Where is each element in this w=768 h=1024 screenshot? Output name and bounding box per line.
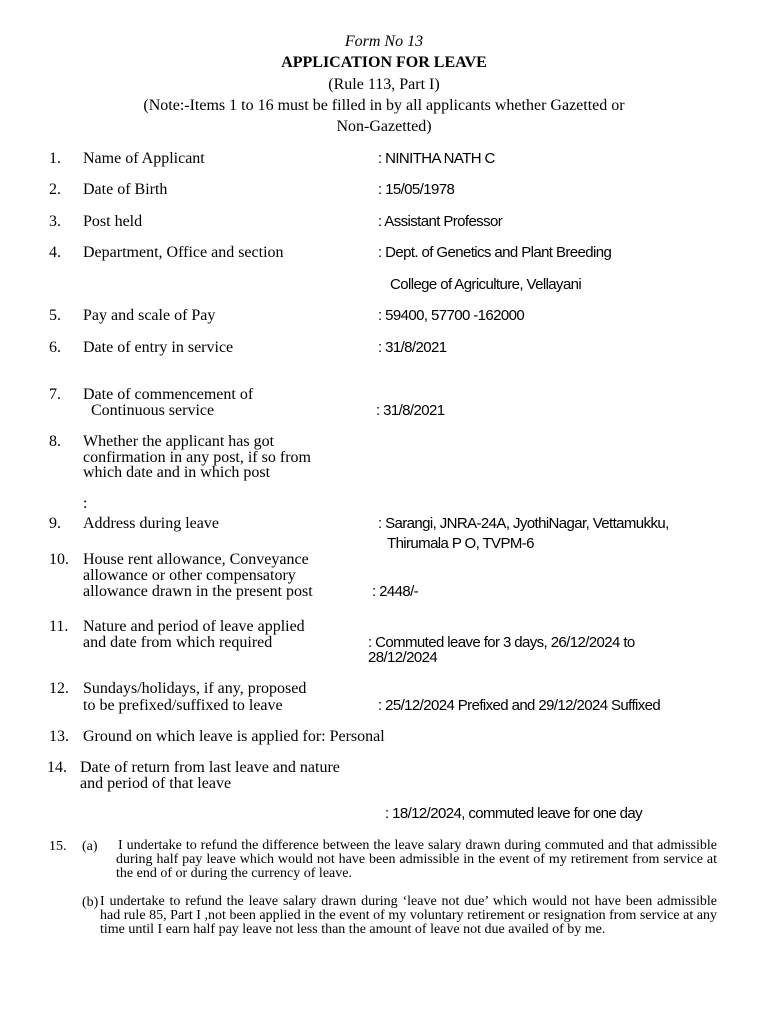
item-1-number: 1.	[49, 150, 61, 167]
item-4-label: Department, Office and section	[83, 244, 284, 261]
item-2-number: 2.	[49, 181, 61, 198]
item-6-label: Date of entry in service	[83, 339, 234, 356]
form-title: APPLICATION FOR LEAVE	[281, 54, 487, 71]
item-9-value: : Sarangi, JNRA-24A, JyothiNagar, Vettamukku,	[378, 515, 669, 532]
item-8-number: 8.	[49, 433, 61, 450]
item-11-label-line-2: and date from which required	[83, 634, 273, 651]
item-12-number: 12.	[49, 680, 69, 697]
item-11-label: Nature and period of leave applied	[83, 618, 305, 635]
item-11-value-line-2: 28/12/2024	[368, 649, 438, 666]
item-11-number: 11.	[49, 618, 69, 635]
item-9-label: Address during leave	[83, 515, 219, 532]
note-line-2: Non-Gazetted)	[336, 118, 432, 135]
item-13-label: Ground on which leave is applied for: Personal	[83, 728, 385, 745]
item-6-value: : 31/8/2021	[378, 339, 447, 356]
item-14-label-line-2: and period of that leave	[80, 775, 232, 792]
item-9-value-line-2: Thirumala P O, TVPM-6	[387, 535, 534, 552]
item-6-number: 6.	[49, 339, 61, 356]
item-8-label: Whether the applicant has got	[83, 433, 275, 450]
item-4-number: 4.	[49, 244, 61, 261]
item-5-number: 5.	[49, 307, 61, 324]
item-7-number: 7.	[49, 386, 61, 403]
item-7-label-line-2: Continuous service	[91, 402, 215, 419]
item-10-label-line-2: allowance or other compensatory	[83, 567, 296, 584]
item-14-label: Date of return from last leave and nature	[80, 759, 340, 776]
item-13-number: 13.	[49, 728, 69, 745]
item-1-label: Name of Applicant	[83, 150, 205, 167]
item-10-value: : 2448/-	[372, 583, 419, 600]
form-number: Form No 13	[344, 33, 424, 50]
item-5-label: Pay and scale of Pay	[83, 307, 216, 324]
item-7-label: Date of commencement of	[83, 386, 254, 403]
item-12-label: Sundays/holidays, if any, proposed	[83, 680, 307, 697]
item-4-value: : Dept. of Genetics and Plant Breeding	[378, 244, 612, 261]
item-2-label: Date of Birth	[83, 181, 168, 198]
item-10-number: 10.	[49, 551, 69, 568]
item-1-value: : NINITHA NATH C	[378, 150, 495, 167]
item-8-label-line-3: which date and in which post	[83, 464, 271, 481]
item-11-value: : Commuted leave for 3 days, 26/12/2024 to	[368, 634, 635, 651]
item-8-label-line-2: confirmation in any post, if so from	[83, 449, 311, 466]
item-3-label: Post held	[83, 213, 143, 230]
item-5-value: : 59400, 57700 -162000	[378, 307, 525, 324]
item-15b-text: I undertake to refund the leave salary drawn during ‘leave not due’ which would not have been admissible had rule 85, Part I ,not been applied in the event of my voluntary retirement or resignation from service at any time until I earn half pay leave not less than the amount of leave not due availed of by me.	[100, 894, 717, 937]
item-3-value: : Assistant Professor	[378, 213, 503, 230]
item-9-number: 9.	[49, 515, 61, 532]
item-15b-marker: (b)	[82, 895, 99, 910]
item-15a-marker: (a)	[82, 839, 98, 854]
note-line-1: (Note:-Items 1 to 16 must be filled in by all applicants whether Gazetted or	[143, 97, 625, 114]
rule-reference: (Rule 113, Part I)	[328, 76, 440, 93]
item-14-number: 14.	[47, 759, 67, 776]
item-2-value: : 15/05/1978	[378, 181, 455, 198]
item-3-number: 3.	[49, 213, 61, 230]
item-10-label-line-3: allowance drawn in the present post	[83, 583, 313, 600]
item-12-value: : 25/12/2024 Prefixed and 29/12/2024 Suffixed	[378, 697, 661, 714]
item-4-value-line-2: College of Agriculture, Vellayani	[390, 276, 582, 293]
item-15-number: 15.	[49, 839, 67, 854]
item-7-value: : 31/8/2021	[376, 402, 445, 419]
item-14-value: : 18/12/2024, commuted leave for one day	[385, 805, 643, 822]
item-8-value: :	[83, 495, 88, 512]
item-15a-text: I undertake to refund the difference between the leave salary drawn during commuted and that admissible during half pay leave which would not have been admissible in the event of my retirement from service at the end of or during the currency of leave.	[116, 838, 717, 881]
item-10-label: House rent allowance, Conveyance	[83, 551, 309, 568]
item-12-label-line-2: to be prefixed/suffixed to leave	[83, 697, 283, 714]
